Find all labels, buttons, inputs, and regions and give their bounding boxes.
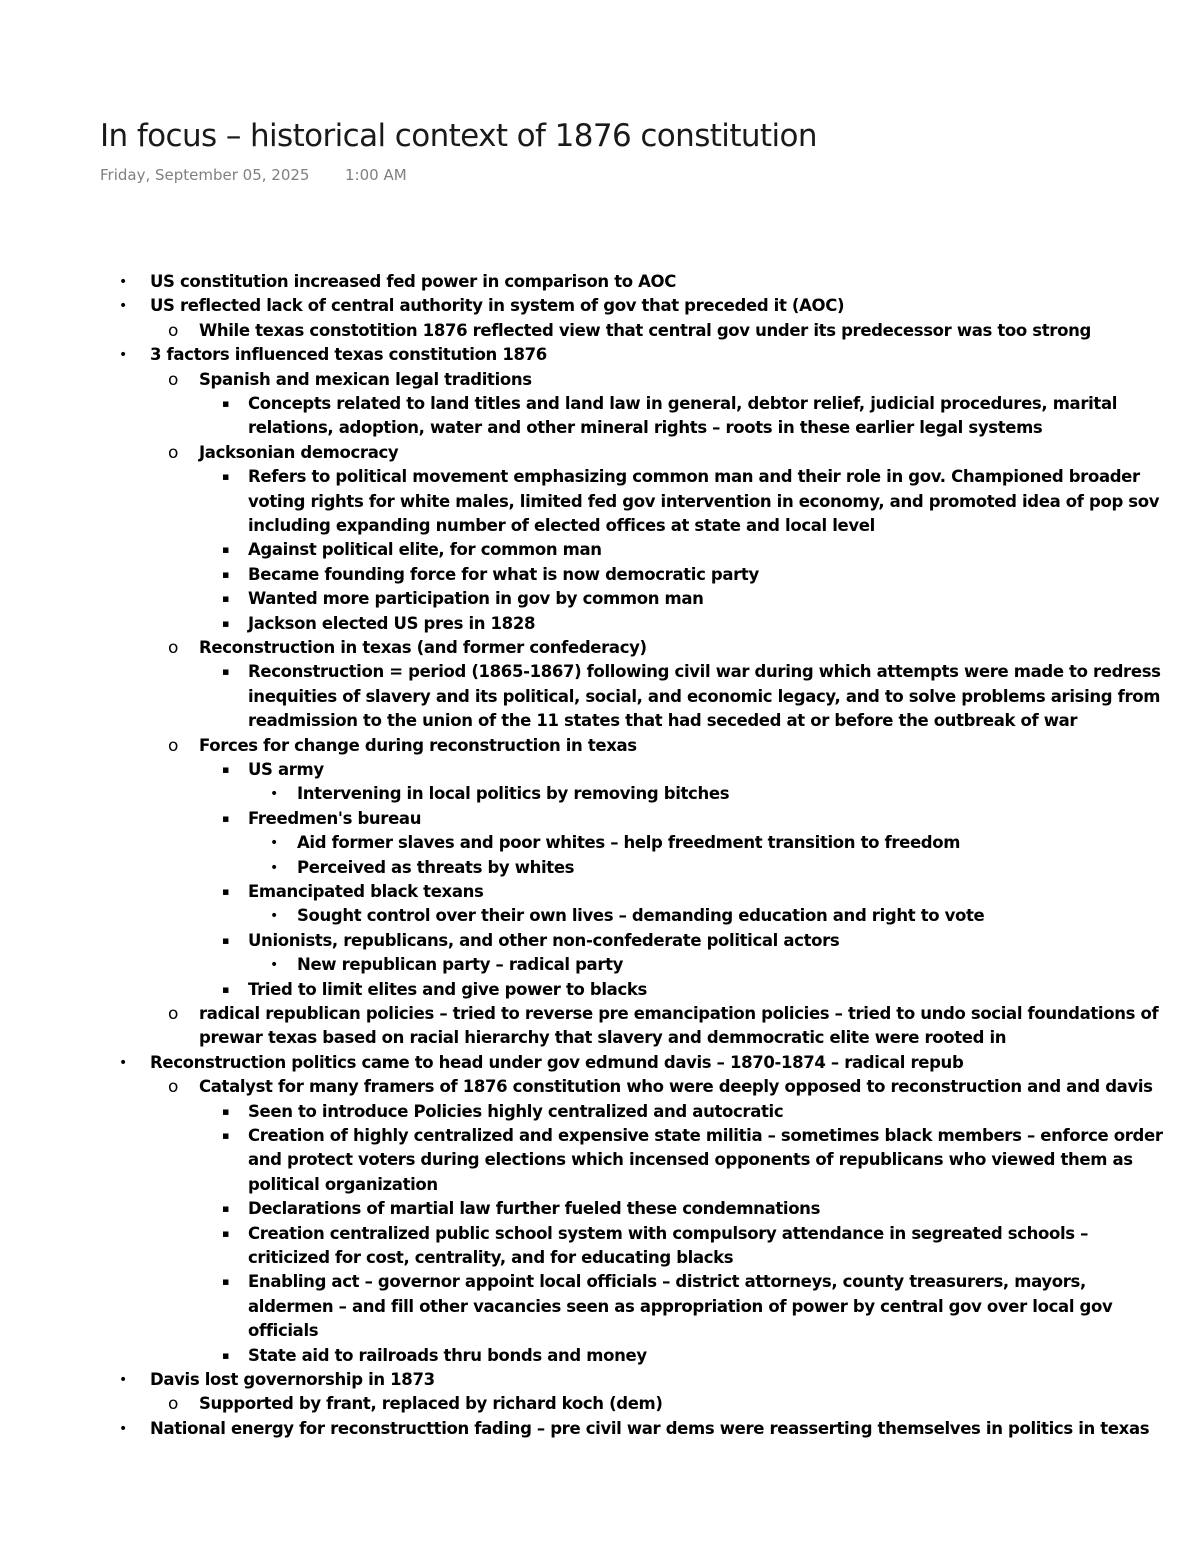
bullet-marker: • [270, 860, 278, 876]
bullet-marker: • [119, 1421, 127, 1437]
list-item: Perceived as threats by whites [297, 858, 575, 877]
bullet-marker: • [270, 786, 278, 802]
bullet-marker: ▪ [222, 934, 230, 947]
list-item-continuation: criticized for cost, centrality, and for educating blacks [248, 1248, 734, 1267]
list-item: Wanted more participation in gov by common man [248, 589, 704, 608]
bullet-marker: • [119, 298, 127, 314]
bullet-marker: ▪ [222, 543, 230, 556]
bullet-marker: o [168, 443, 179, 463]
list-item: Tried to limit elites and give power to blacks [248, 980, 647, 999]
list-item: Refers to political movement emphasizing common man and their role in gov. Championed broader [248, 467, 1140, 486]
list-item-continuation: readmission to the union of the 11 states that had seceded at or before the outbreak of war [248, 711, 1078, 730]
list-item-continuation: and protect voters during elections which incensed opponents of republicans who viewed them as [248, 1150, 1133, 1169]
list-item: Concepts related to land titles and land law in general, debtor relief, judicial procedures, marital [248, 394, 1118, 413]
list-item: US constitution increased fed power in comparison to AOC [150, 272, 676, 291]
bullet-marker: ▪ [222, 763, 230, 776]
bullet-marker: ▪ [222, 592, 230, 605]
list-item: National energy for reconstructtion fading – pre civil war dems were reasserting themselves in politics in texas [150, 1419, 1150, 1438]
bullet-marker: • [270, 908, 278, 924]
list-item: Unionists, republicans, and other non-confederate political actors [248, 931, 840, 950]
bullet-marker: o [168, 736, 179, 756]
list-item: US reflected lack of central authority in system of gov that preceded it (AOC) [150, 296, 845, 315]
bullet-marker: o [168, 1004, 179, 1024]
list-item: New republican party – radical party [297, 955, 624, 974]
bullet-marker: ▪ [222, 1105, 230, 1118]
list-item-continuation: including expanding number of elected offices at state and local level [248, 516, 875, 535]
list-item: Declarations of martial law further fueled these condemnations [248, 1199, 821, 1218]
bullet-marker: ▪ [222, 1275, 230, 1288]
bullet-marker: • [119, 347, 127, 363]
bullet-marker: ▪ [222, 617, 230, 630]
list-item: Creation of highly centralized and expensive state militia – sometimes black members – enforce order [248, 1126, 1163, 1145]
list-item: Jacksonian democracy [199, 443, 399, 462]
list-item-continuation: aldermen – and fill other vacancies seen as appropriation of power by central gov over local gov [248, 1297, 1113, 1316]
list-item: Became founding force for what is now democratic party [248, 565, 759, 584]
bullet-marker: ▪ [222, 568, 230, 581]
page-title: In focus – historical context of 1876 constitution [100, 118, 817, 154]
list-item: State aid to railroads thru bonds and money [248, 1346, 647, 1365]
list-item-continuation: prewar texas based on racial hierarchy that slavery and demmocratic elite were rooted in [199, 1028, 1007, 1047]
list-item: Intervening in local politics by removing bitches [297, 784, 730, 803]
list-item: Aid former slaves and poor whites – help freedment transition to freedom [297, 833, 961, 852]
list-item: While texas constotition 1876 reflected view that central gov under its predecessor was too strong [199, 321, 1091, 340]
bullet-marker: ▪ [222, 983, 230, 996]
list-item: Sought control over their own lives – demanding education and right to vote [297, 906, 985, 925]
note-date: Friday, September 05, 2025 [100, 166, 310, 184]
bullet-marker: o [168, 321, 179, 341]
list-item: Supported by frant, replaced by richard koch (dem) [199, 1394, 663, 1413]
list-item: Catalyst for many framers of 1876 constitution who were deeply opposed to reconstruction and and davis [199, 1077, 1153, 1096]
list-item-continuation: inequities of slavery and its political, social, and economic legacy, and to solve problems arising from [248, 687, 1161, 706]
bullet-marker: • [119, 1055, 127, 1071]
bullet-marker: • [119, 1372, 127, 1388]
list-item: Against political elite, for common man [248, 540, 602, 559]
list-item: Davis lost governorship in 1873 [150, 1370, 435, 1389]
bullet-marker: • [119, 274, 127, 290]
list-item: Emancipated black texans [248, 882, 484, 901]
bullet-marker: ▪ [222, 1202, 230, 1215]
bullet-marker: o [168, 1077, 179, 1097]
list-item: 3 factors influenced texas constitution 1876 [150, 345, 547, 364]
list-item: Spanish and mexican legal traditions [199, 370, 532, 389]
list-item-continuation: voting rights for white males, limited fed gov intervention in economy, and promoted idea of pop sov [248, 492, 1160, 511]
list-item: Reconstruction politics came to head under gov edmund davis – 1870-1874 – radical repub [150, 1053, 964, 1072]
bullet-marker: ▪ [222, 397, 230, 410]
bullet-marker: • [270, 957, 278, 973]
bullet-marker: ▪ [222, 470, 230, 483]
list-item: Jackson elected US pres in 1828 [248, 614, 536, 633]
list-item: US army [248, 760, 324, 779]
list-item-continuation: relations, adoption, water and other mineral rights – roots in these earlier legal systems [248, 418, 1043, 437]
list-item: Freedmen's bureau [248, 809, 422, 828]
bullet-marker: o [168, 1394, 179, 1414]
bullet-marker: ▪ [222, 812, 230, 825]
bullet-marker: o [168, 370, 179, 390]
bullet-marker: ▪ [222, 1227, 230, 1240]
list-item: radical republican policies – tried to reverse pre emancipation policies – tried to undo social foundations of [199, 1004, 1159, 1023]
list-item: Creation centralized public school system with compulsory attendance in segreated schools – [248, 1224, 1089, 1243]
bullet-marker: ▪ [222, 665, 230, 678]
list-item-continuation: officials [248, 1321, 319, 1340]
list-item-continuation: political organization [248, 1175, 438, 1194]
list-item: Forces for change during reconstruction in texas [199, 736, 637, 755]
bullet-marker: ▪ [222, 1129, 230, 1142]
bullet-marker: ▪ [222, 1349, 230, 1362]
note-time: 1:00 AM [345, 166, 407, 184]
bullet-marker: • [270, 835, 278, 851]
bullet-marker: o [168, 638, 179, 658]
bullet-marker: ▪ [222, 885, 230, 898]
list-item: Enabling act – governor appoint local officials – district attorneys, county treasurers, mayors, [248, 1272, 1086, 1291]
list-item: Reconstruction = period (1865-1867) following civil war during which attempts were made to redress [248, 662, 1161, 681]
list-item: Reconstruction in texas (and former confederacy) [199, 638, 647, 657]
list-item: Seen to introduce Policies highly centralized and autocratic [248, 1102, 784, 1121]
